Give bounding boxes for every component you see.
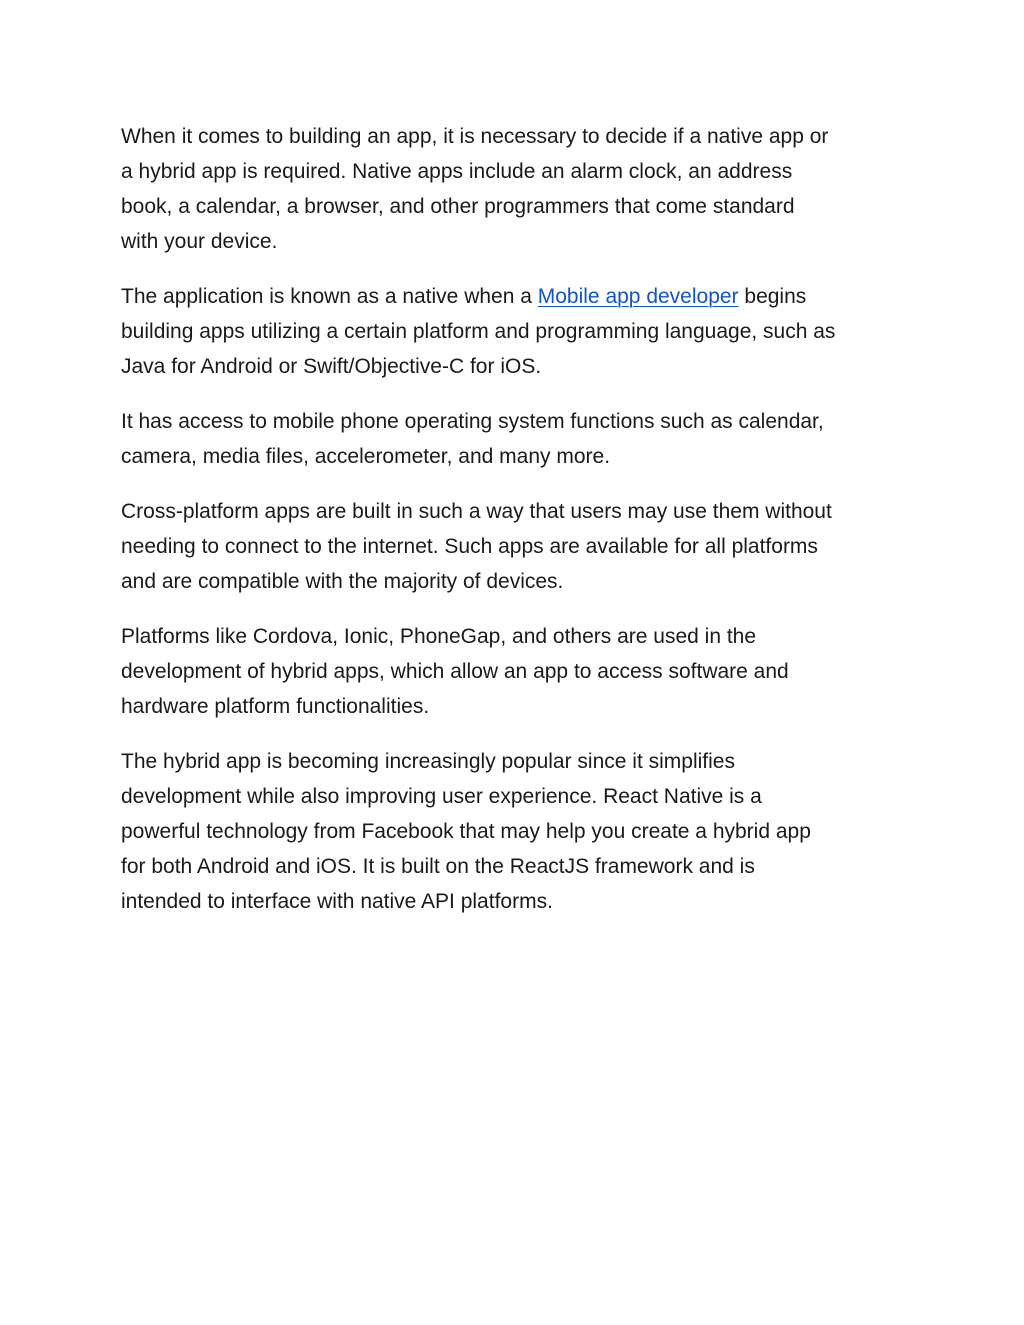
text-line: needing to connect to the internet. Such apps are available for all platforms bbox=[121, 535, 818, 558]
text-line: The hybrid app is becoming increasingly popular since it simplifies bbox=[121, 750, 735, 773]
text-line: book, a calendar, a browser, and other programmers that come standard bbox=[121, 195, 795, 218]
text-line: It has access to mobile phone operating system functions such as calendar, bbox=[121, 410, 824, 433]
text-line: intended to interface with native API platforms. bbox=[121, 890, 553, 913]
paragraph-hybrid-platforms bbox=[121, 619, 911, 724]
text-line: camera, media files, accelerometer, and many more. bbox=[121, 445, 611, 468]
paragraph-native-definition bbox=[121, 279, 911, 384]
paragraph-cross-platform bbox=[121, 494, 911, 599]
text-line: When it comes to building an app, it is necessary to decide if a native app or bbox=[121, 125, 829, 148]
text-line: a hybrid app is required. Native apps include an alarm clock, an address bbox=[121, 160, 793, 183]
text-line: development of hybrid apps, which allow an app to access software and bbox=[121, 660, 789, 683]
paragraph-react-native bbox=[121, 744, 911, 919]
text-segment: The application is known as a native when a bbox=[121, 285, 538, 308]
text-line-with-link bbox=[121, 279, 911, 314]
text-line: hardware platform functionalities. bbox=[121, 695, 430, 718]
text-line: Cross-platform apps are built in such a way that users may use them without bbox=[121, 500, 832, 523]
text-line: Java for Android or Swift/Objective-C for iOS. bbox=[121, 355, 542, 378]
text-line: development while also improving user experience. React Native is a bbox=[121, 785, 762, 808]
text-line: Platforms like Cordova, Ionic, PhoneGap, and others are used in the bbox=[121, 625, 757, 648]
paragraph-native-vs-hybrid bbox=[121, 119, 911, 259]
text-line: powerful technology from Facebook that may help you create a hybrid app bbox=[121, 820, 811, 843]
document-body bbox=[121, 119, 911, 939]
text-line: and are compatible with the majority of devices. bbox=[121, 570, 564, 593]
text-segment: begins bbox=[738, 285, 807, 308]
mobile-app-developer-link[interactable]: Mobile app developer bbox=[537, 285, 739, 308]
paragraph-os-access bbox=[121, 404, 911, 474]
text-line: building apps utilizing a certain platform and programming language, such as bbox=[121, 320, 836, 343]
text-line: for both Android and iOS. It is built on the ReactJS framework and is bbox=[121, 855, 755, 878]
text-line: with your device. bbox=[121, 230, 278, 253]
